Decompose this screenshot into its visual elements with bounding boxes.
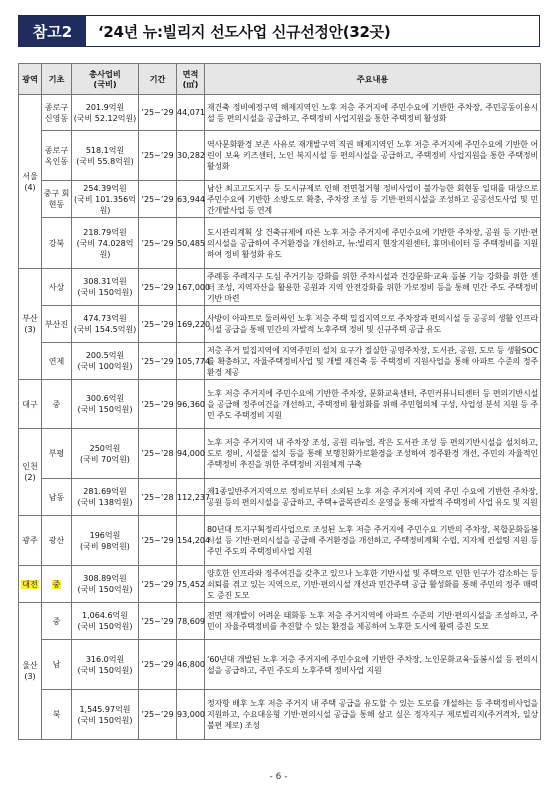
desc-cell: 양호한 인프라와 정주여건을 갖추고 있으나 노후한 기반시설 및 주택으로 인한 인구가 감소하는 등 쇠퇴를 겪고 있는 지역으로, 기반·편의시설 개선과 민간주택 공급 활성화를 통해 주민의 정주 매력도 증진 도모: [205, 566, 541, 603]
desc-cell: 저층 주거 밀집지역에 지역주민의 설치 요구가 절실한 공영주차장, 도서관, 공원, 도로 등 생활SOC를 확충하고, 자율주택정비사업 및 개별 재건축 등 주택정비 지원사업을 통해 아파트 수준의 정주환경 제공: [205, 343, 541, 380]
district-cell: 남동: [42, 479, 72, 516]
table-row: [19, 429, 541, 479]
budget-cell: [72, 479, 139, 516]
period-cell: ’25~’28: [139, 429, 177, 479]
region-cell: [19, 603, 42, 740]
area-cell: 78,609: [177, 603, 205, 640]
area-cell: 75,452: [177, 566, 205, 603]
region-name: 인천: [22, 462, 38, 471]
budget-cell: [72, 380, 139, 429]
region-cell: 대구: [19, 380, 42, 429]
page-title: ‘24년 뉴:빌리지 선도사업 신규선정안(32곳): [86, 16, 539, 46]
period-cell: ’25~’29: [139, 380, 177, 429]
district-cell: 광산: [42, 516, 72, 566]
table-row: [19, 343, 541, 380]
col-header-budget: [72, 64, 139, 95]
table-row: [19, 479, 541, 516]
budget-total: 250억원: [89, 443, 121, 453]
budget-total: 316.0억원: [85, 654, 125, 664]
desc-cell: 남산 최고고도지구 등 도시규제로 인해 전면철거형 정비사업이 불가능한 회현동 일대를 대상으로 주민수요에 기반한 소방도로 확충, 주차장 조성 등 기반·편의시설을 조성하고 공공선도사업 및 민간개발사업 등 연계: [205, 181, 541, 218]
budget-gov: (국비 98억원): [80, 541, 130, 551]
area-cell: 50,485: [177, 218, 205, 269]
period-cell: ’25~’29: [139, 343, 177, 380]
district-cell: 종로구 옥인동: [42, 131, 72, 181]
budget-gov: (국비 150억원): [77, 622, 133, 631]
table-row: [19, 380, 541, 429]
budget-gov: (국비 100억원): [77, 362, 133, 371]
table-row: [19, 131, 541, 181]
table-row: [19, 603, 541, 640]
table-header-row: [19, 64, 541, 95]
reference-badge: 참고2: [19, 16, 86, 46]
budget-cell: [72, 131, 139, 181]
region-cell: [19, 269, 42, 380]
region-count: (2): [24, 473, 36, 482]
col-header-period: 기간: [139, 64, 177, 95]
area-cell: 169,220: [177, 306, 205, 343]
area-cell: 93,000: [177, 690, 205, 740]
region-count: (3): [24, 325, 36, 334]
desc-cell: ‘60년대 개발된 노후 저층 주거지에 주민수요에 기반한 주차장, 노인문화교육·돌봄시설 등 편의시설을 공급하고, 주민 주도의 노후주택 정비사업 지원: [205, 640, 541, 690]
district-cell: 강북: [42, 218, 72, 269]
table-row: [19, 218, 541, 269]
area-cell: 46,800: [177, 640, 205, 690]
budget-total: 300.6억원: [85, 394, 125, 403]
budget-gov: (국비 154.5억원): [73, 325, 137, 334]
period-cell: ’25~’29: [139, 690, 177, 740]
budget-total: 200.5억원: [85, 351, 125, 360]
budget-gov: (국비 101.356억원): [74, 194, 136, 215]
budget-gov: (국비 52.12억원): [73, 113, 137, 123]
table-row: [19, 690, 541, 740]
district-cell: 중: [42, 603, 72, 640]
period-cell: ’25~’28: [139, 479, 177, 516]
area-cell: 112,237: [177, 479, 205, 516]
budget-cell: [72, 640, 139, 690]
col-header-district: 기초: [42, 64, 72, 95]
region-name: 울산: [22, 661, 38, 670]
budget-cell: [72, 181, 139, 218]
budget-header-line1: 총사업비: [89, 69, 121, 79]
period-cell: ’25~’29: [139, 95, 177, 131]
period-cell: ’25~’29: [139, 640, 177, 690]
period-cell: ’25~’29: [139, 269, 177, 306]
budget-cell: [72, 690, 139, 740]
desc-cell: 도시관리계획 상 건축규제에 따른 노후 저층 주거지에 주민수요에 기반한 주차장, 공원 등 기반·편의시설을 공급하여 주거환경을 개선하고, 뉴:빌리지 현장지원센터, 휴머네이터 등 주택정비를 지원하여 정비 활성화 유도: [205, 218, 541, 269]
page-number: - 6 -: [269, 772, 288, 782]
region-count: (3): [24, 672, 36, 681]
page-header: [18, 15, 540, 47]
budget-cell: [72, 429, 139, 479]
period-cell: ’25~’29: [139, 306, 177, 343]
area-cell: 30,282: [177, 131, 205, 181]
period-cell: ’25~’29: [139, 181, 177, 218]
region-cell: [19, 566, 42, 603]
desc-cell: 사방이 아파트로 둘러싸인 노후 저층 주택 밀집지역으로 주차장과 편의시설 등 공공의 생활 인프라 시설 공급을 통해 민간의 자발적 노후주택 정비 및 신규주택 공급 유도: [205, 306, 541, 343]
area-header-line1: 면적: [182, 69, 199, 79]
highlighted-region-name: 대전: [22, 579, 38, 589]
area-cell: 167,000: [177, 269, 205, 306]
desc-cell: 역사문화환경 보존 사유로 재개발구역 직권 해제지역인 노후 저층 주거지에 주민수요에 기반한 어린이 보육 키즈센터, 노인 복지시설 등 편의시설을 공급하고, 주택정비 사업지원을 통한 주택정비 활성화: [205, 131, 541, 181]
area-cell: 44,071: [177, 95, 205, 131]
budget-total: 254.39억원: [83, 183, 127, 193]
area-cell: 105,774: [177, 343, 205, 380]
table-row: [19, 516, 541, 566]
col-header-region: 광역: [19, 64, 42, 95]
area-cell: 94,000: [177, 429, 205, 479]
district-cell: 종로구 신영동: [42, 95, 72, 131]
table-row: [19, 95, 541, 131]
budget-gov: (국비 150억원): [77, 665, 133, 675]
budget-total: 1,545.97억원: [79, 704, 131, 714]
region-name: 부산: [22, 314, 38, 323]
budget-gov: (국비 150억원): [77, 715, 133, 725]
budget-gov: (국비 70억원): [80, 454, 130, 464]
district-cell: 남: [42, 640, 72, 690]
desc-cell: 노후 저층 주거지역 내 주차장 조성, 공원 리뉴얼, 작은 도서관 조성 등 편의기반시설을 설치하고, 도로 정비, 시설물 설치 등을 통해 보행친화가로환경을 조성하여 정주환경 개선, 주민의 자율적인 주택정비 추진을 위한 주택정비 지원체계 구축: [205, 429, 541, 479]
budget-gov: (국비 55.8억원): [76, 156, 134, 166]
table-row: [19, 566, 541, 603]
budget-total: 308.31억원: [83, 277, 127, 286]
budget-gov: (국비 74.028억원): [76, 238, 134, 259]
desc-cell: 재건축 정비예정구역 해제지역인 노후 저층 주거지에 주민수요에 기반한 주차장, 주민공동이용시설 등 편의시설을 공급하고, 주택정비 사업지원을 통한 주택정비 활성화: [205, 95, 541, 131]
budget-cell: [72, 95, 139, 131]
budget-gov: (국비 150억원): [77, 585, 133, 594]
district-cell: 중구 회현동: [42, 181, 72, 218]
budget-gov: (국비 150억원): [77, 288, 133, 297]
highlighted-district-name: 중: [52, 579, 61, 589]
period-cell: ’25~’29: [139, 603, 177, 640]
table-row: [19, 640, 541, 690]
table-row: [19, 269, 541, 306]
budget-cell: [72, 516, 139, 566]
budget-header-line2: (국비): [93, 79, 117, 89]
area-header-line2: (㎡): [182, 79, 199, 89]
region-cell: [19, 95, 42, 269]
project-table: [18, 63, 541, 740]
budget-cell: [72, 269, 139, 306]
region-cell: 광주: [19, 516, 42, 566]
budget-gov: (국비 138억원): [77, 498, 133, 507]
area-cell: 96,360: [177, 380, 205, 429]
desc-cell: 제1종일반주거지역으로 정비로부터 소외된 노후 저층 주거지에 지역 주민 수요에 기반한 주차장, 공원 등의 편의시설을 공급하고, 주택+골목관리소 운영을 통해 자발적 주택정비 사업 유도 및 지원: [205, 479, 541, 516]
region-count: (4): [24, 182, 36, 192]
budget-cell: [72, 343, 139, 380]
budget-total: 218.79억원: [83, 227, 127, 237]
period-cell: ’25~’29: [139, 516, 177, 566]
region-name: 서울: [22, 171, 38, 181]
region-cell: [19, 429, 42, 516]
district-cell: 부평: [42, 429, 72, 479]
budget-total: 281.69억원: [83, 487, 127, 496]
budget-total: 308.89억원: [83, 574, 127, 583]
budget-cell: [72, 603, 139, 640]
district-cell: 중: [42, 380, 72, 429]
area-cell: 63,944: [177, 181, 205, 218]
budget-total: 1,064.6억원: [82, 611, 128, 620]
budget-total: 518.1억원: [85, 145, 125, 155]
area-cell: 154,204: [177, 516, 205, 566]
desc-cell: 전면 재개발이 어려운 태화동 노후 저층 주거지역에 아파트 수준의 기반·편의시설을 조성하고, 주민이 자율주택정비를 추진할 수 있는 환경을 제공하여 노후한 도시에 활력 증진 도모: [205, 603, 541, 640]
budget-cell: [72, 566, 139, 603]
district-cell: [42, 566, 72, 603]
table-row: [19, 181, 541, 218]
budget-total: 474.73억원: [83, 314, 127, 323]
table-row: [19, 306, 541, 343]
desc-cell: 노후 저층 주거지에 주민수요에 기반한 주차장, 문화교육센터, 주민커뮤니티센터 등 편의기반시설을 공급해 정주여건을 개선하고, 주택정비 활성화를 위해 주민협의체 구성, 사업성 분석 지원 등 주민 주도 주택정비 지원: [205, 380, 541, 429]
period-cell: ’25~’29: [139, 218, 177, 269]
budget-gov: (국비 150억원): [77, 405, 133, 414]
budget-total: 201.9억원: [85, 102, 125, 112]
period-cell: ’25~’29: [139, 131, 177, 181]
col-header-area: [177, 64, 205, 95]
budget-total: 196억원: [89, 530, 121, 540]
period-cell: ’25~’29: [139, 566, 177, 603]
district-cell: 북: [42, 690, 72, 740]
district-cell: 연제: [42, 343, 72, 380]
desc-cell: 80년대 토지구획정리사업으로 조성된 노후 저층 주거지에 주민수요 기반의 주차장, 복합문화돌봄시설 등 기반·편의시설을 공급해 주거환경을 개선하고, 주택정비계획 수립, 지자체 컨설팅 지원 등 주민 주도의 주택정비사업 지원: [205, 516, 541, 566]
budget-cell: [72, 218, 139, 269]
desc-cell: 정자항 배후 노후 저층 주거지 내 주택 공급을 유도할 수 있는 도로를 개설하는 등 주택정비사업을 지원하고, 수요대응형 기반·편의시설 공급을 통해 살고 싶은 정자지구 제로빌리지(주거격차, 일상불편 제로) 조성: [205, 690, 541, 740]
col-header-desc: 주요내용: [205, 64, 541, 95]
district-cell: 부산진: [42, 306, 72, 343]
desc-cell: 주례동 주례지구 도심 주거기능 강화를 위한 주차시설과 건강문화·교육 돌봄 기능 강화를 위한 센터 조성, 지역자산을 활용한 공원과 지역 안전강화를 위한 가로정비 등을 통해 민간 주도 주택정비 기반 마련: [205, 269, 541, 306]
district-cell: 사상: [42, 269, 72, 306]
budget-cell: [72, 306, 139, 343]
